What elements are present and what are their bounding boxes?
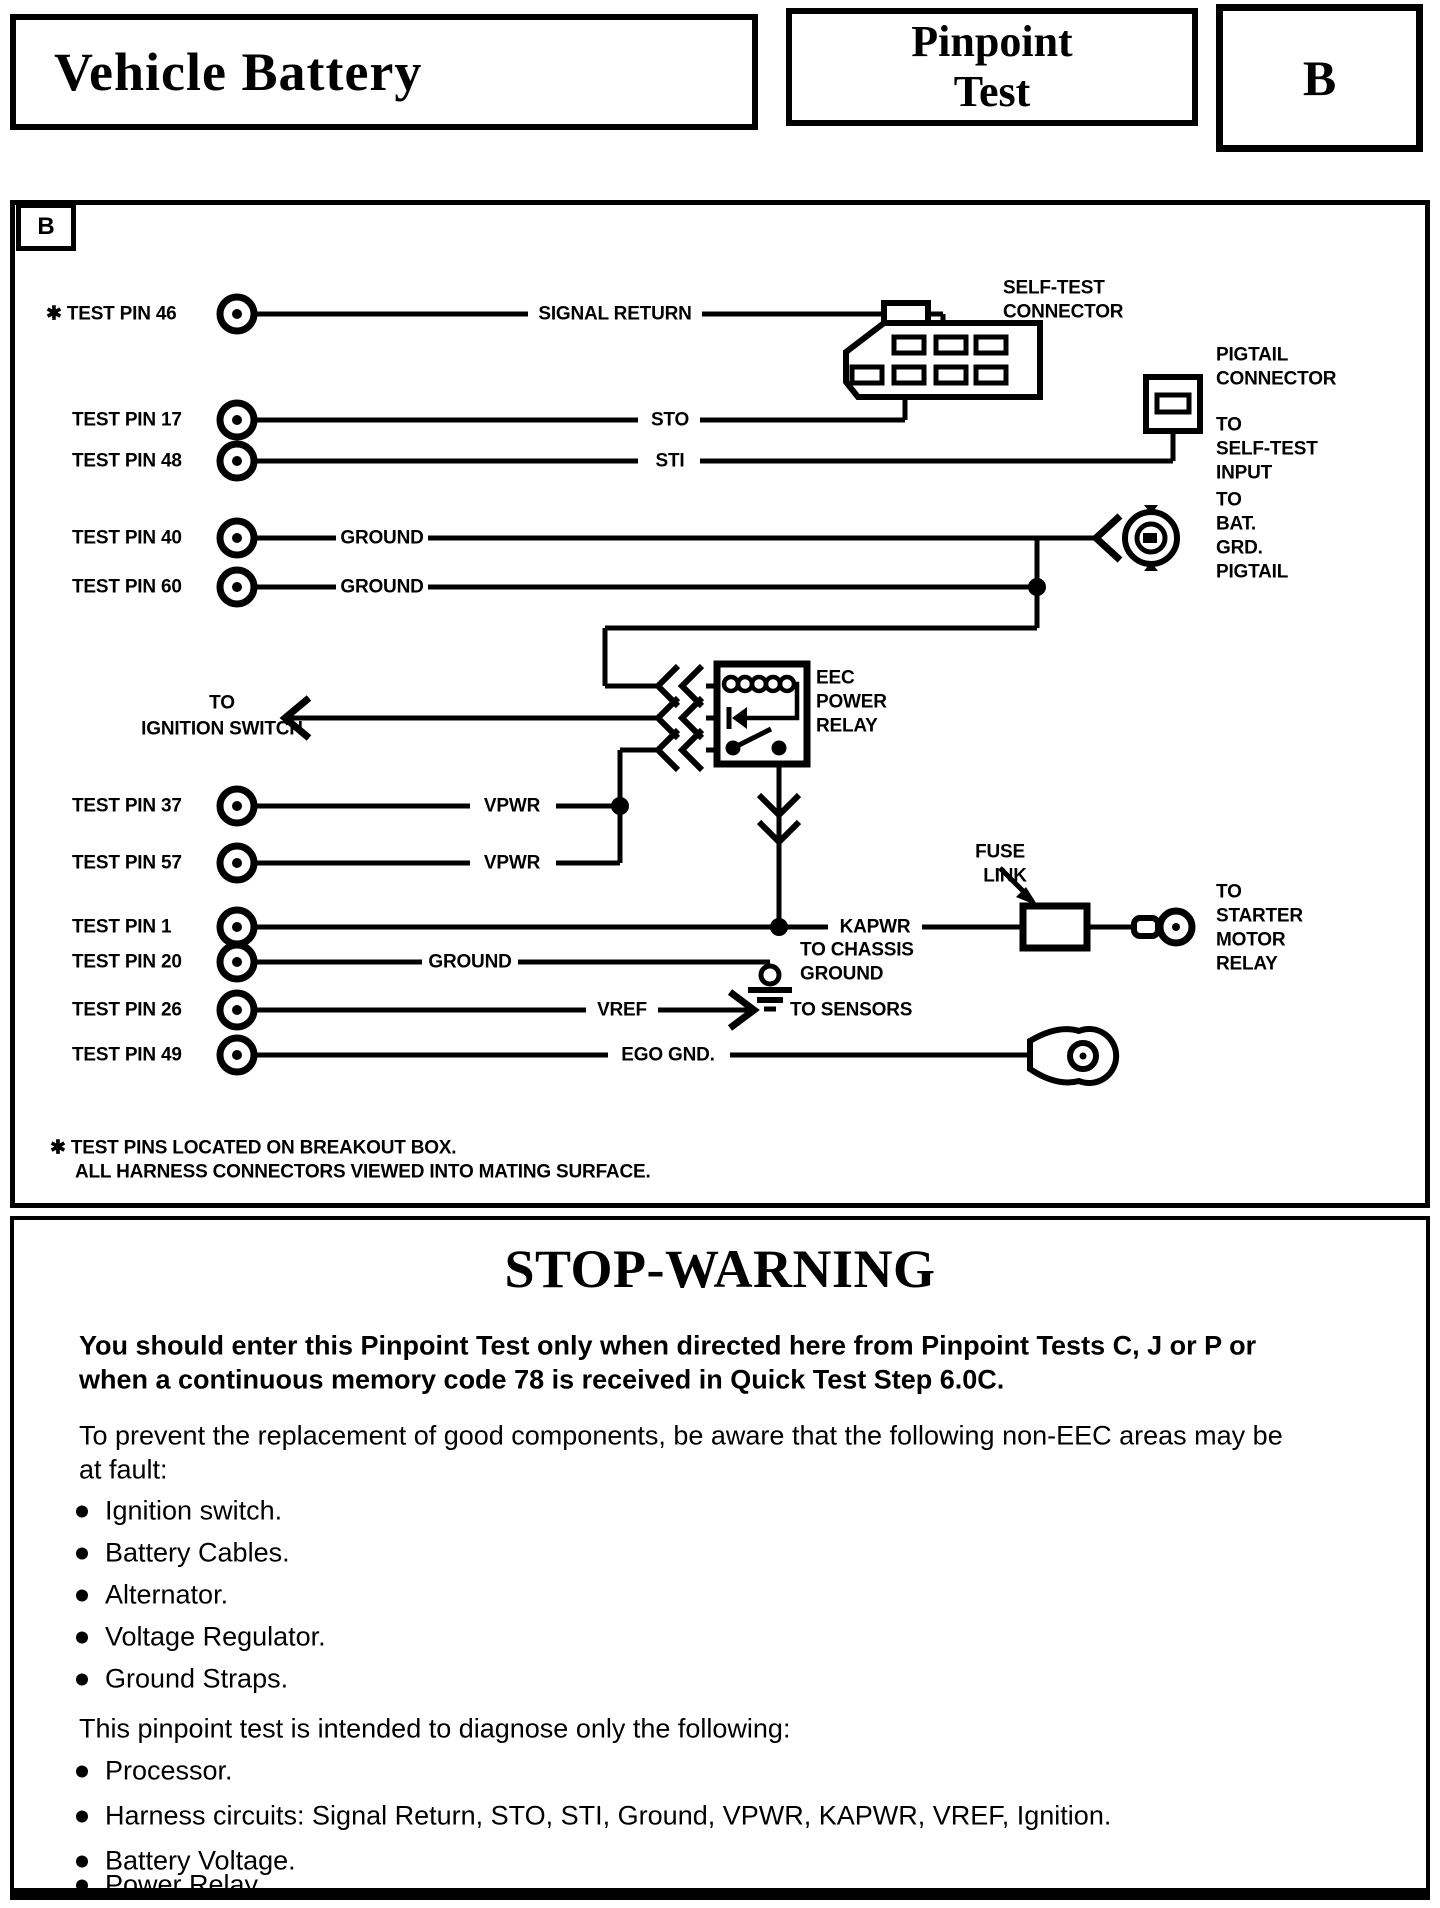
footnote-asterisk: ✱ bbox=[50, 1137, 66, 1159]
pin-label-46: ✱ TEST PIN 46 bbox=[46, 303, 177, 325]
to-ignition-switch-label2: IGNITION SWITCH bbox=[141, 718, 303, 740]
signal-signal-return: SIGNAL RETURN bbox=[538, 303, 692, 325]
bullet-icon bbox=[76, 1632, 88, 1644]
pin-label-49: TEST PIN 49 bbox=[72, 1044, 182, 1066]
bullet-icon bbox=[76, 1674, 88, 1686]
fuse-link-label2: LINK bbox=[983, 865, 1027, 887]
signal-vpwr-57: VPWR bbox=[483, 852, 541, 874]
ego-eyelet-icon bbox=[1030, 1029, 1116, 1083]
pin-label-57: TEST PIN 57 bbox=[72, 852, 182, 874]
test-code: B bbox=[1302, 50, 1337, 106]
bullet-icon bbox=[76, 1506, 88, 1518]
test-pin-terminals bbox=[220, 297, 254, 1072]
warning-intro-line1: You should enter this Pinpoint Test only when directed here from Pinpoint Tests C, J or P or bbox=[79, 1330, 1257, 1361]
bullet-icon bbox=[76, 1766, 88, 1778]
signal-sto: STO bbox=[650, 409, 690, 431]
footnote-line1: ✱ TEST PINS LOCATED ON BREAKOUT BOX. bbox=[50, 1137, 457, 1159]
to-sensors-label: TO SENSORS bbox=[790, 999, 913, 1021]
warning-intro-line2: when a continuous memory code 78 is received in Quick Test Step 6.0C. bbox=[79, 1364, 1005, 1395]
pin-label-37: TEST PIN 37 bbox=[72, 795, 182, 817]
bullet-icon bbox=[76, 1590, 88, 1602]
eec-power-relay-label1: EEC bbox=[816, 667, 855, 689]
footnote-line2: ALL HARNESS CONNECTORS VIEWED INTO MATING SURFACE. bbox=[75, 1161, 651, 1183]
fault-area-item: Ignition switch. bbox=[76, 1496, 282, 1527]
pin-label-20: TEST PIN 20 bbox=[72, 951, 182, 973]
signal-vref: VREF bbox=[597, 999, 647, 1021]
to-starter-label2: STARTER bbox=[1216, 905, 1303, 927]
pin-label-26: TEST PIN 26 bbox=[72, 999, 182, 1021]
to-bat-grd-label4: PIGTAIL bbox=[1216, 561, 1289, 583]
stop-warning-section bbox=[10, 1216, 1430, 1900]
to-bat-grd-label3: GRD. bbox=[1216, 537, 1263, 559]
test-type-line2: Test bbox=[953, 67, 1031, 116]
self-test-connector-label2: CONNECTOR bbox=[1003, 301, 1124, 323]
pigtail-connector-icon bbox=[1146, 377, 1200, 431]
pin-label-60: TEST PIN 60 bbox=[72, 576, 182, 598]
eec-power-relay-icon bbox=[717, 664, 807, 764]
signal-vpwr-37: VPWR bbox=[483, 795, 541, 817]
diagnose-item: Battery Voltage. bbox=[76, 1846, 296, 1877]
warning-title: STOP-WARNING bbox=[504, 1239, 936, 1299]
pigtail-connector-label2: CONNECTOR bbox=[1216, 368, 1337, 390]
bullet-icon bbox=[76, 1811, 88, 1823]
bat-grd-pigtail-icon bbox=[1096, 505, 1177, 571]
signal-ground-60: GROUND bbox=[340, 576, 424, 598]
signal-ground-20: GROUND bbox=[428, 951, 512, 973]
bullet-icon bbox=[76, 1856, 88, 1868]
bullet-icon bbox=[76, 1548, 88, 1560]
wiring-diagram bbox=[10, 200, 1430, 1208]
self-test-connector-label1: SELF-TEST bbox=[1003, 277, 1105, 299]
eec-power-relay-label2: POWER bbox=[816, 691, 887, 713]
signal-ground-40: GROUND bbox=[340, 527, 424, 549]
bullet-icon bbox=[76, 1880, 88, 1892]
fault-area-item: Battery Cables. bbox=[76, 1538, 290, 1569]
to-ignition-switch-label1: TO bbox=[209, 692, 235, 714]
diagnose-item: Harness circuits: Signal Return, STO, STI, Ground, VPWR, KAPWR, VREF, Ignition. bbox=[76, 1801, 1111, 1832]
to-starter-label4: RELAY bbox=[1216, 953, 1278, 975]
signal-kapwr: KAPWR bbox=[839, 916, 911, 938]
to-chassis-ground-label1: TO CHASSIS bbox=[800, 939, 914, 961]
pin-label-40: TEST PIN 40 bbox=[72, 527, 182, 549]
fault-area-item: Voltage Regulator. bbox=[76, 1622, 326, 1653]
to-chassis-ground-label2: GROUND bbox=[800, 963, 884, 985]
to-self-test-input-label3: INPUT bbox=[1216, 462, 1273, 484]
to-bat-grd-label2: BAT. bbox=[1216, 513, 1257, 535]
pin-label-1: TEST PIN 1 bbox=[72, 916, 172, 938]
signal-ego-gnd: EGO GND. bbox=[621, 1044, 715, 1066]
fault-area-item: Alternator. bbox=[76, 1580, 228, 1611]
test-type-line1: Pinpoint bbox=[911, 17, 1073, 66]
chassis-ground-icon bbox=[748, 966, 792, 1009]
pin-label-17: TEST PIN 17 bbox=[72, 409, 182, 431]
junction-dots bbox=[611, 578, 1046, 936]
page-title: Vehicle Battery bbox=[54, 42, 423, 102]
fuse-link-label1: FUSE bbox=[975, 841, 1025, 863]
asterisk: ✱ bbox=[46, 303, 62, 325]
warning-prevent-line2: at fault: bbox=[79, 1454, 168, 1485]
fault-area-item: Ground Straps. bbox=[76, 1664, 288, 1695]
pigtail-connector-label1: PIGTAIL bbox=[1216, 344, 1289, 366]
to-starter-label3: MOTOR bbox=[1216, 929, 1286, 951]
to-starter-label1: TO bbox=[1216, 881, 1242, 903]
warning-prevent-line1: To prevent the replacement of good components, be aware that the following non-EEC areas may be bbox=[79, 1420, 1283, 1451]
to-self-test-input-label1: TO bbox=[1216, 414, 1242, 436]
to-bat-grd-label1: TO bbox=[1216, 489, 1242, 511]
diagram-tab: B bbox=[16, 203, 76, 251]
starter-eyelet-icon bbox=[1134, 911, 1192, 943]
diagnose-item: Processor. bbox=[76, 1756, 233, 1787]
diagnose-item: Power Relay. bbox=[76, 1870, 264, 1901]
to-self-test-input-label2: SELF-TEST bbox=[1216, 438, 1318, 460]
pin-label-48: TEST PIN 48 bbox=[72, 450, 182, 472]
diagnose-intro: This pinpoint test is intended to diagnose only the following: bbox=[79, 1713, 791, 1744]
signal-sti: STI bbox=[655, 450, 685, 472]
eec-power-relay-label3: RELAY bbox=[816, 715, 878, 737]
